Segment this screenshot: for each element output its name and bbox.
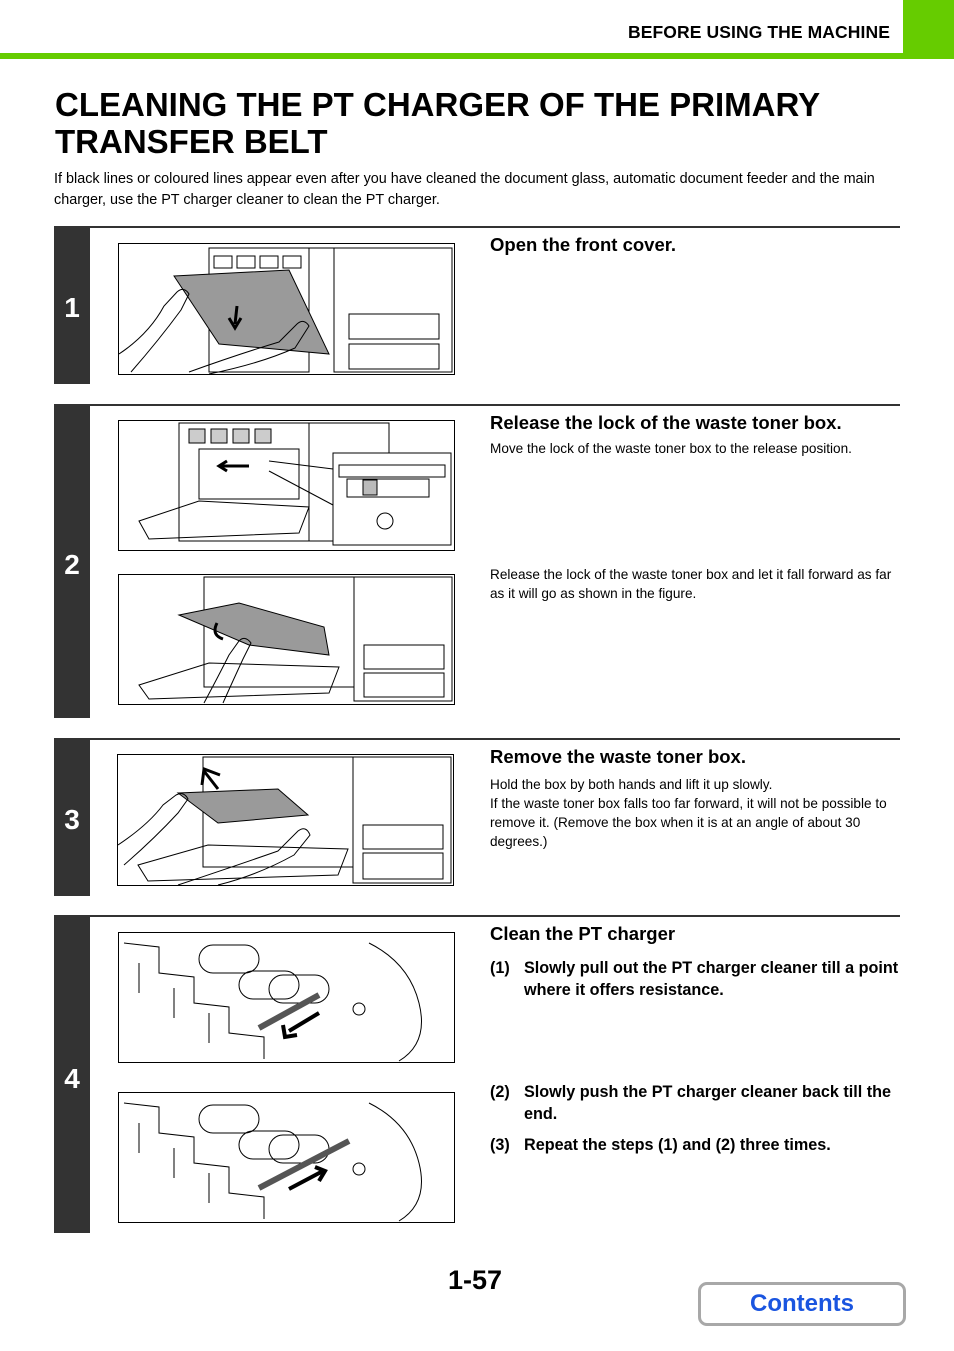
substep-number: (2) <box>490 1083 510 1101</box>
step-description: Hold the box by both hands and lift it up slowly. If the waste toner box falls too far forward, it will not be possible to remove it. (Remove the box when it is at an angle of about 30 degrees.) <box>490 777 887 849</box>
step-rule <box>90 738 900 740</box>
step-number: 3 <box>64 804 80 835</box>
intro-paragraph: If black lines or coloured lines appear even after you have cleaned the document glass, automatic document feeder and the main charger, use the PT charger cleaner to clean the PT charger. <box>54 171 875 208</box>
step-2 <box>54 404 900 718</box>
page-title: CLEANING THE PT CHARGER OF THE PRIMARY TRANSFER BELT <box>55 86 820 160</box>
pull-out-pt-charger-cleaner-illustration <box>118 932 455 1063</box>
remove-waste-toner-box-illustration <box>117 754 454 886</box>
step-number: 1 <box>64 292 80 323</box>
header-accent-line <box>0 53 954 59</box>
substep-1 <box>490 957 900 1001</box>
substep-number: (1) <box>490 959 510 977</box>
substep-text: Repeat the steps (1) and (2) three times. <box>524 1136 831 1154</box>
waste-toner-box-fall-forward-illustration <box>118 574 455 705</box>
step-title: Release the lock of the waste toner box. <box>490 412 842 433</box>
step-rule <box>90 915 900 917</box>
substep-3 <box>490 1134 900 1156</box>
header-accent-block <box>903 0 954 59</box>
section-title: BEFORE USING THE MACHINE <box>628 22 890 42</box>
contents-button[interactable]: Contents <box>698 1282 906 1326</box>
waste-toner-lock-release-illustration <box>118 420 455 551</box>
substep-2 <box>490 1081 900 1125</box>
open-front-cover-illustration <box>118 243 455 375</box>
step-rule <box>90 404 900 406</box>
step-description: Move the lock of the waste toner box to the release position. <box>490 441 852 456</box>
page-number: 1-57 <box>448 1265 503 1295</box>
step-4 <box>54 915 900 1233</box>
step-rule <box>90 226 900 228</box>
step-title: Clean the PT charger <box>490 923 676 944</box>
substep-number: (3) <box>490 1136 510 1154</box>
step-title: Remove the waste toner box. <box>490 746 746 767</box>
step-1 <box>54 226 900 384</box>
push-back-pt-charger-cleaner-illustration <box>118 1092 455 1223</box>
step-description: Release the lock of the waste toner box and let it fall forward as far as it will go as shown in the figure. <box>490 567 892 601</box>
substep-text: Slowly pull out the PT charger cleaner till a point where it offers resistance. <box>524 959 899 999</box>
step-number: 4 <box>64 1063 80 1094</box>
step-3 <box>54 738 900 896</box>
step-number: 2 <box>64 549 80 580</box>
step-title: Open the front cover. <box>490 234 677 255</box>
substep-text: Slowly push the PT charger cleaner back till the end. <box>524 1083 892 1123</box>
